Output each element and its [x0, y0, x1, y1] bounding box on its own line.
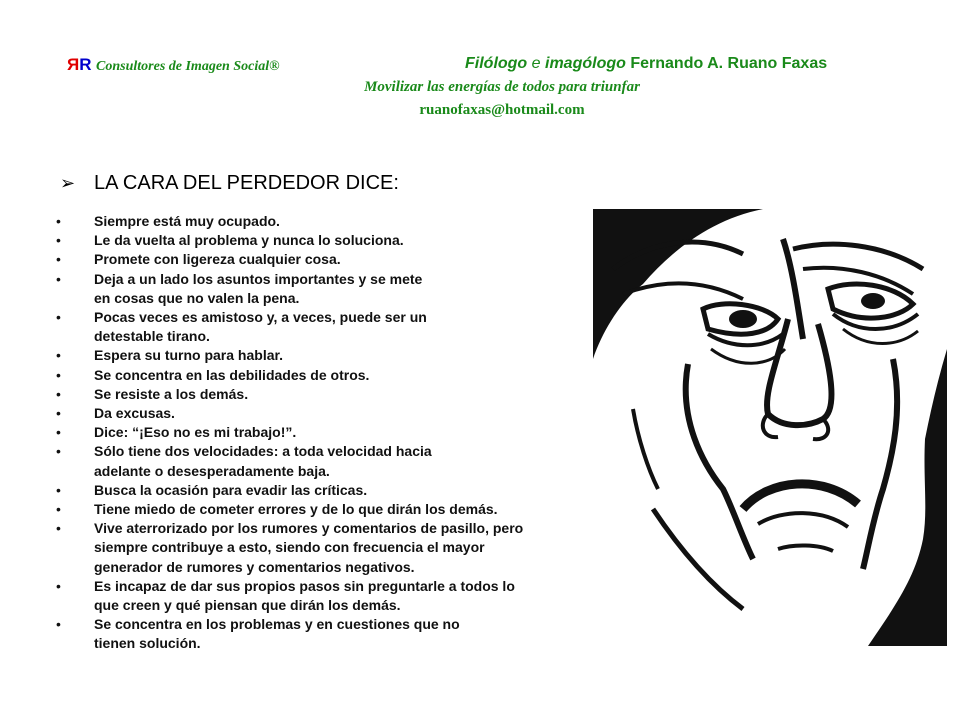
bullet-line: Da excusas. — [94, 405, 175, 422]
arrow-bullet-icon: ➢ — [60, 173, 76, 193]
bullet-dot-icon: • — [56, 481, 61, 498]
bullet-line: Deja a un lado los asuntos importantes y se mete — [94, 270, 423, 287]
bullet-dot-icon: • — [56, 270, 61, 287]
bullet-dot-icon: • — [56, 232, 61, 249]
bullet-dot-icon: • — [56, 405, 61, 422]
bullet-dot-icon: • — [56, 366, 61, 383]
bullet-line: Pocas veces es amistoso y, a veces, puede ser un — [94, 309, 427, 326]
bullet-line: Busca la ocasión para evadir las críticas. — [94, 481, 368, 498]
section-heading — [60, 172, 399, 195]
bullet-line: siempre contribuye a esto, siendo con frecuencia el mayor — [94, 539, 485, 556]
bullet-line: Le da vuelta al problema y nunca lo soluciona. — [94, 232, 404, 249]
bullet-line: Promete con ligereza cualquier cosa. — [94, 251, 341, 268]
bullet-item — [56, 308, 634, 346]
role-imagologo: imagólogo — [545, 55, 626, 72]
bullet-item — [56, 615, 634, 653]
bullet-item — [56, 231, 634, 250]
bullet-line: Se resiste a los demás. — [94, 385, 249, 402]
bullet-line: en cosas que no valen la pena. — [94, 289, 300, 306]
bullet-line: generador de rumores y comentarios negativos. — [94, 558, 415, 575]
bullet-list — [56, 212, 634, 654]
role-connector: e — [527, 55, 545, 72]
bullet-dot-icon: • — [56, 347, 61, 364]
bullet-item — [56, 366, 634, 385]
bullet-item — [56, 385, 634, 404]
logo-letter-mirrored: R — [67, 55, 80, 74]
bullet-item — [56, 500, 634, 519]
bullet-dot-icon: • — [56, 577, 61, 594]
bullet-item — [56, 442, 634, 480]
logo-letter: R — [79, 55, 92, 74]
role-filologo: Filólogo — [465, 55, 528, 72]
bullet-dot-icon: • — [56, 520, 61, 537]
bullet-dot-icon: • — [56, 251, 61, 268]
bullet-line: Siempre está muy ocupado. — [94, 213, 280, 229]
heading-text: LA CARA DEL PERDEDOR DICE: — [94, 172, 399, 194]
bullet-line: Tiene miedo de cometer errores y de lo que dirán los demás. — [94, 501, 498, 518]
author-name: Fernando A. Ruano Faxas — [630, 55, 828, 72]
bullet-line: Se concentra en los problemas y en cuestiones que no — [94, 616, 460, 633]
bullet-item — [56, 346, 634, 365]
email — [0, 102, 960, 119]
bullet-item — [56, 577, 634, 615]
bullet-dot-icon: • — [56, 309, 61, 326]
bullet-dot-icon: • — [56, 616, 61, 633]
email-address: ruanofaxas@hotmail.com — [419, 102, 585, 118]
bullet-item — [56, 481, 634, 500]
bullet-line: Sólo tiene dos velocidades: a toda velocidad hacia — [94, 443, 432, 460]
bullet-item — [56, 519, 634, 577]
company-name: Consultores de Imagen Social® — [96, 59, 280, 74]
bullet-line: tienen solución. — [94, 635, 201, 652]
motto-text: Movilizar las energías de todos para triunfar — [364, 79, 640, 95]
bullet-line: adelante o desesperadamente baja. — [94, 462, 330, 479]
bullet-line: Dice: “¡Eso no es mi trabajo!”. — [94, 424, 297, 441]
bullet-line: Vive aterrorizado por los rumores y comentarios de pasillo, pero — [94, 520, 524, 537]
bullet-line: Es incapaz de dar sus propios pasos sin preguntarle a todos lo — [94, 577, 515, 594]
bullet-line: Espera su turno para hablar. — [94, 347, 284, 364]
company-logo-line — [67, 55, 280, 75]
bullet-line: que creen y qué piensan que dirán los demás. — [94, 597, 401, 614]
bullet-item — [56, 212, 634, 231]
bullet-item — [56, 404, 634, 423]
bullet-item — [56, 423, 634, 442]
bullet-item — [56, 270, 634, 308]
bullet-dot-icon: • — [56, 424, 61, 441]
bullet-item — [56, 250, 634, 269]
motto — [0, 79, 960, 96]
bullet-dot-icon: • — [56, 443, 61, 460]
bullet-dot-icon: • — [56, 501, 61, 518]
bullet-line: Se concentra en las debilidades de otros. — [94, 366, 370, 383]
bullet-dot-icon: • — [56, 385, 61, 402]
bullet-dot-icon: • — [56, 213, 61, 229]
author-line — [465, 55, 827, 73]
bullet-line: detestable tirano. — [94, 328, 210, 345]
sad-face-cartoon — [593, 209, 947, 646]
